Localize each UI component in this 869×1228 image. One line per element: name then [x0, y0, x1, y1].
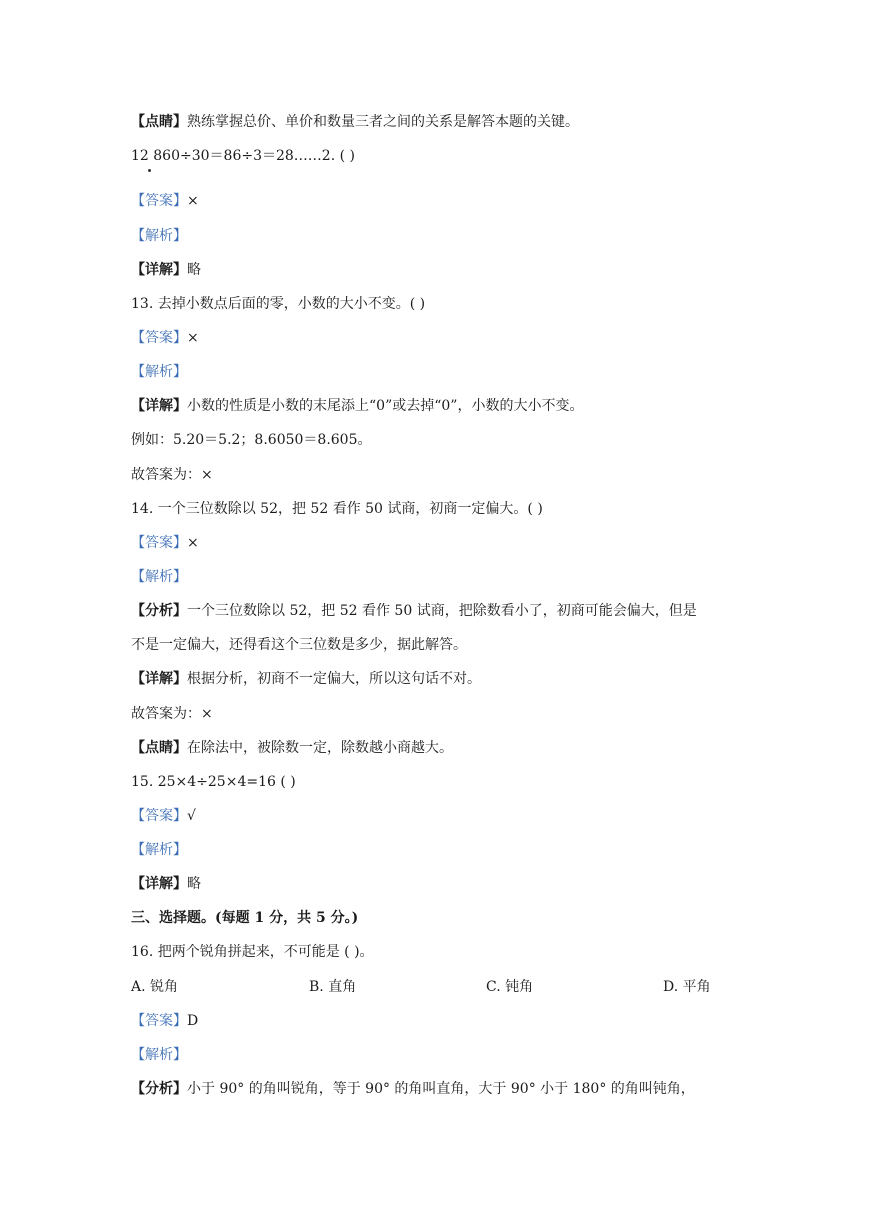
key-point-line [131, 112, 579, 132]
analysis-detail-text: 一个三位数除以 52，把 52 看作 50 试商，把除数看小了，初商可能会偏大，但是 [187, 603, 697, 619]
key-point-tag: 【点睛】 [131, 740, 187, 756]
answer-text: × [187, 330, 199, 346]
answer-line-14 [131, 533, 199, 553]
analysis-tag: 【解析】 [131, 228, 187, 244]
answer-tag: 【答案】 [131, 193, 187, 209]
question-14: 14. 一个三位数除以 52，把 52 看作 50 试商，初商一定偏大。( ) [131, 501, 543, 517]
answer-text: √ [187, 808, 196, 824]
analysis-line-13 [131, 362, 187, 382]
detail-line-14 [131, 669, 481, 689]
answer-line-13 [131, 328, 199, 348]
answer-line-15 [131, 806, 196, 826]
key-point-tag: 【点睛】 [131, 114, 187, 130]
detail-text: 略 [187, 262, 201, 278]
analysis-detail-text: 小于 90° 的角叫锐角，等于 90° 的角叫直角，大于 90° 小于 180° 的角叫钝角， [187, 1081, 695, 1097]
analysis-detail-tag: 【分析】 [131, 603, 187, 619]
section-heading: 三、选择题。(每题 1 分，共 5 分。) [131, 910, 359, 926]
analysis-line-15 [131, 840, 187, 860]
question-16: 16. 把两个锐角拼起来，不可能是 ( )。 [131, 944, 374, 960]
option-d: D. 平角 [663, 979, 711, 995]
detail-line-12 [131, 260, 201, 280]
analysis-continuation-line: 不是一定偏大，还得看这个三位数是多少，据此解答。 [131, 637, 467, 653]
detail-tag: 【详解】 [131, 398, 187, 414]
analysis-tag: 【解析】 [131, 364, 187, 380]
detail-text: 略 [187, 876, 201, 892]
key-point-text: 熟练掌握总价、单价和数量三者之间的关系是解答本题的关键。 [187, 114, 579, 130]
key-point-line-14 [131, 738, 453, 758]
answer-tag: 【答案】 [131, 1013, 187, 1029]
detail-text: 根据分析，初商不一定偏大，所以这句话不对。 [187, 671, 481, 687]
answer-tag: 【答案】 [131, 330, 187, 346]
analysis-tag: 【解析】 [131, 842, 187, 858]
option-a: A. 锐角 [131, 979, 179, 995]
conclusion-line-14: 故答案为：× [131, 706, 213, 722]
example-line: 例如：5.20＝5.2；8.6050＝8.605。 [131, 432, 372, 448]
detail-tag: 【详解】 [131, 876, 187, 892]
question-15: 15. 25×4÷25×4=16 ( ) [131, 774, 296, 790]
analysis-line-12 [131, 226, 187, 246]
analysis-detail-line-14 [131, 601, 697, 621]
answer-text: × [187, 535, 199, 551]
key-point-text: 在除法中，被除数一定，除数越小商越大。 [187, 740, 453, 756]
answer-tag: 【答案】 [131, 808, 187, 824]
answer-line-12 [131, 191, 199, 211]
answer-tag: 【答案】 [131, 535, 187, 551]
detail-tag: 【详解】 [131, 262, 187, 278]
analysis-line-14 [131, 567, 187, 587]
option-b: B. 直角 [309, 979, 357, 995]
answer-text: × [187, 193, 199, 209]
detail-line-13 [131, 396, 583, 416]
question-number-dot [148, 169, 151, 172]
analysis-detail-tag: 【分析】 [131, 1081, 187, 1097]
analysis-tag: 【解析】 [131, 1047, 187, 1063]
analysis-tag: 【解析】 [131, 569, 187, 585]
detail-line-15 [131, 874, 201, 894]
question-13: 13. 去掉小数点后面的零，小数的大小不变。( ) [131, 296, 426, 312]
answer-line-16 [131, 1011, 198, 1031]
conclusion-line-13: 故答案为：× [131, 467, 213, 483]
answer-text: D [187, 1013, 199, 1029]
question-12: 12 860÷30＝86÷3＝28……2. ( ) [131, 148, 355, 164]
detail-tag: 【详解】 [131, 671, 187, 687]
analysis-line-16 [131, 1045, 187, 1065]
detail-text: 小数的性质是小数的末尾添上“0”或去掉“0”，小数的大小不变。 [187, 398, 584, 414]
analysis-detail-line-16 [131, 1079, 695, 1099]
option-c: C. 钝角 [486, 979, 534, 995]
